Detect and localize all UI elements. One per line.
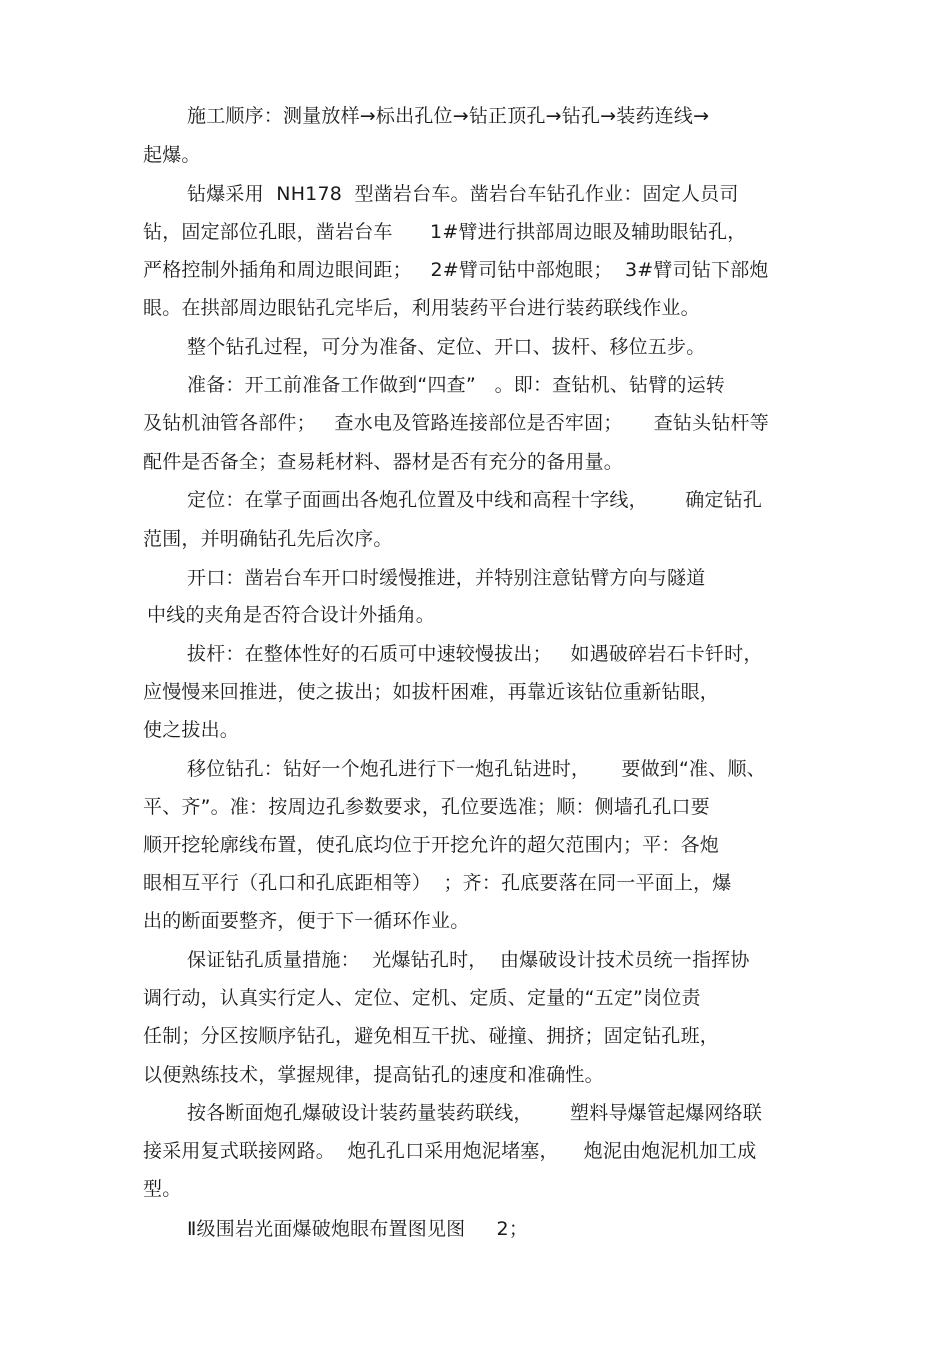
paragraph-7-line-2: 应慢慢来回推进，使之拔出；如拔杆困难，再靠近该钻位重新钻眼，	[143, 681, 720, 703]
paragraph-8-line-4: 眼相互平行（孔口和孔底距相等） ；齐：孔底要落在同一平面上，爆	[143, 872, 732, 894]
paragraph-8-line-2: 平、齐”。准：按周边孔参数要求，孔位要选准；顺：侧墙孔孔口要	[143, 796, 710, 818]
paragraph-2-line-4: 眼。在拱部周边眼钻孔完毕后，利用装药平台进行装药联线作业。	[143, 297, 700, 319]
paragraph-10-line-2: 接采用复式联接网路。 炮孔孔口采用炮泥堵塞， 炮泥由炮泥机加工成	[143, 1140, 757, 1162]
paragraph-4-line-3: 配件是否备全；查易耗材料、器材是否有充分的备用量。	[143, 451, 624, 473]
paragraph-9-line-3: 任制；分区按顺序钻孔，避免相互干扰、碰撞、拥挤；固定钻孔班，	[143, 1025, 720, 1047]
paragraph-11-line-1: Ⅱ级围岩光面爆破炮眼布置图见图 2；	[187, 1218, 529, 1240]
paragraph-3-line-1: 整个钻孔过程，可分为准备、定位、开口、拔杆、移位五步。	[187, 336, 706, 358]
paragraph-10-line-3: 型。	[143, 1178, 182, 1200]
paragraph-8-line-5: 出的断面要整齐，便于下一循环作业。	[143, 910, 470, 932]
paragraph-4-line-1: 准备：开工前准备工作做到“四查” 。即：查钻机、钻臂的运转	[187, 374, 726, 396]
paragraph-9-line-1: 保证钻孔质量措施： 光爆钻孔时， 由爆破设计技术员统一指挥协	[187, 949, 750, 971]
paragraph-10-line-1: 按各断面炮孔爆破设计装药量装药联线， 塑料导爆管起爆网络联	[187, 1102, 763, 1124]
paragraph-8-line-3: 顺开挖轮廓线布置，使孔底均位于开挖允许的超欠范围内；平：各炮	[143, 834, 720, 856]
paragraph-1-line-1: 施工顺序：测量放样→标出孔位→钻正顶孔→钻孔→装药连线→	[187, 105, 710, 127]
paragraph-9-line-2: 调行动，认真实行定人、定位、定机、定质、定量的“五定”岗位责	[143, 987, 701, 1009]
paragraph-4-line-2: 及钻机油管各部件； 查水电及管路连接部位是否牢固； 查钻头钻杆等	[143, 412, 769, 434]
paragraph-6-line-1: 开口：凿岩台车开口时缓慢推进，并特别注意钻臂方向与隧道	[187, 567, 706, 589]
paragraph-5-line-2: 范围，并明确钻孔先后次序。	[143, 528, 393, 550]
paragraph-7-line-3: 使之拔出。	[143, 719, 240, 741]
paragraph-8-line-1: 移位钻孔：钻好一个炮孔进行下一炮孔钻进时， 要做到“准、顺、	[187, 758, 766, 780]
paragraph-7-line-1: 拔杆：在整体性好的石质可中速较慢拔出； 如遇破碎岩石卡钎时，	[187, 643, 763, 665]
paragraph-1-line-2: 起爆。	[143, 144, 201, 166]
paragraph-2-line-3: 严格控制外插角和周边眼间距； 2#臂司钻中部炮眼； 3#臂司钻下部炮	[143, 259, 769, 281]
paragraph-5-line-1: 定位：在掌子面画出各炮孔位置及中线和高程十字线， 确定钻孔	[187, 489, 763, 511]
paragraph-6-line-2: 中线的夹角是否符合设计外插角。	[147, 604, 436, 626]
paragraph-2-line-2: 钻，固定部位孔眼，凿岩台车 1#臂进行拱部周边眼及辅助眼钻孔，	[143, 221, 747, 243]
paragraph-9-line-4: 以便熟练技术，掌握规律，提高钻孔的速度和准确性。	[143, 1064, 604, 1086]
paragraph-2-line-1: 钻爆采用 NH178 型凿岩台车。凿岩台车钻孔作业：固定人员司	[187, 183, 739, 205]
